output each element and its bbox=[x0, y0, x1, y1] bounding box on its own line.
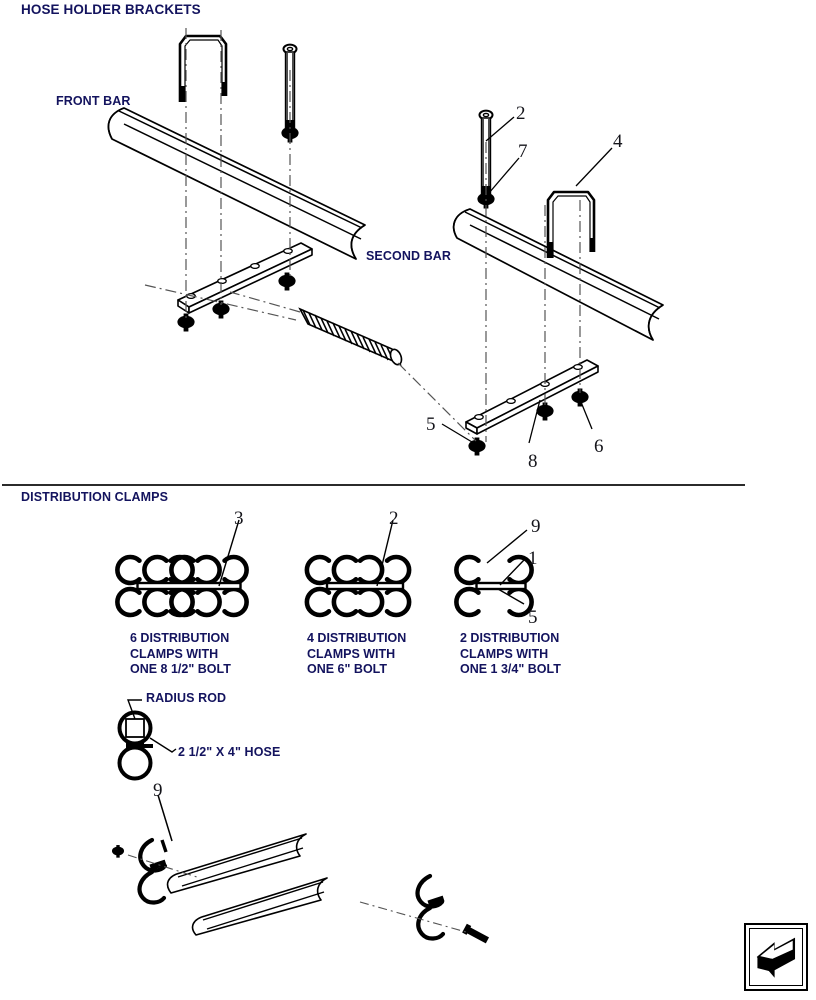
group-4-caption bbox=[307, 631, 406, 678]
group-6-caption-line-1: 6 DISTRIBUTION bbox=[130, 631, 230, 645]
group-2-caption-line-1: 2 DISTRIBUTION bbox=[460, 631, 560, 645]
callout-4: 4 bbox=[613, 131, 623, 152]
label-hose-size: 2 1/2" X 4" HOSE bbox=[178, 745, 281, 759]
section-divider bbox=[2, 484, 745, 486]
callout-5: 5 bbox=[528, 607, 538, 628]
nut-second-a bbox=[468, 438, 485, 456]
callout-3: 3 bbox=[234, 508, 244, 529]
section-title-distribution-clamps: DISTRIBUTION CLAMPS bbox=[21, 490, 169, 504]
clamp-half bbox=[171, 557, 193, 583]
group-4-caption-line-2: CLAMPS WITH bbox=[307, 646, 396, 661]
clamp-half bbox=[198, 557, 220, 583]
label-second-bar: SECOND BAR bbox=[366, 249, 452, 263]
bolt-front bbox=[284, 45, 297, 137]
callout-5: 5 bbox=[426, 414, 436, 435]
clamp-half bbox=[456, 557, 478, 583]
group-2-caption-line-2: CLAMPS WITH bbox=[460, 646, 549, 661]
callout-2: 2 bbox=[516, 103, 526, 124]
hose-clamp-assembly bbox=[112, 795, 490, 945]
clamp-half bbox=[456, 589, 478, 615]
threaded-rod bbox=[300, 309, 404, 366]
callout-9: 9 bbox=[531, 516, 541, 537]
group-6-caption-line-3: ONE 8 1/2" BOLT bbox=[130, 662, 231, 676]
group-2-caption bbox=[460, 631, 561, 678]
radius-rod-detail bbox=[120, 700, 177, 779]
group-6 bbox=[117, 557, 246, 615]
u-bolt-second bbox=[548, 192, 594, 258]
u-bolt-front bbox=[180, 36, 226, 102]
3d-arrow-glyph bbox=[750, 929, 802, 985]
clamp-half bbox=[307, 557, 329, 583]
clamp-half bbox=[117, 557, 139, 583]
clamp-half bbox=[171, 589, 193, 615]
callout-6: 6 bbox=[594, 436, 604, 457]
callout-9: 9 bbox=[153, 780, 163, 801]
group-2-caption-line-3: ONE 1 3/4" BOLT bbox=[460, 662, 561, 676]
clamp-half bbox=[387, 589, 409, 615]
clamp-through-bolt bbox=[138, 583, 241, 589]
clamp-half bbox=[360, 589, 382, 615]
group-6-caption bbox=[130, 631, 231, 678]
nut-front-c bbox=[278, 273, 295, 291]
clamp-half bbox=[144, 589, 166, 615]
clamp-half bbox=[225, 589, 247, 615]
clamp-through-bolt bbox=[327, 583, 403, 589]
clamp-half bbox=[334, 589, 356, 615]
clamp-groups bbox=[117, 557, 531, 615]
clamp-half bbox=[225, 557, 247, 583]
section-title-hose-holder-brackets: HOSE HOLDER BRACKETS bbox=[21, 2, 201, 17]
front-bar-tube bbox=[108, 108, 365, 259]
clamp-half bbox=[198, 589, 220, 615]
group-4-caption-line-3: ONE 6" BOLT bbox=[307, 662, 388, 676]
clamp-half bbox=[334, 557, 356, 583]
clamp-half bbox=[307, 589, 329, 615]
clamp-half bbox=[144, 557, 166, 583]
group-6-caption-line-2: CLAMPS WITH bbox=[130, 646, 219, 661]
clamp-half bbox=[387, 557, 409, 583]
label-radius-rod: RADIUS ROD bbox=[146, 691, 227, 705]
callout-7: 7 bbox=[518, 141, 528, 162]
group-4-caption-line-1: 4 DISTRIBUTION bbox=[307, 631, 407, 645]
second-bar-tube bbox=[454, 209, 663, 340]
callout-8: 8 bbox=[528, 451, 538, 472]
callout-2: 2 bbox=[389, 508, 399, 529]
group-2 bbox=[456, 557, 531, 615]
label-front-bar: FRONT BAR bbox=[56, 94, 131, 108]
group-4 bbox=[307, 557, 409, 615]
clamp-half bbox=[117, 589, 139, 615]
callout-1: 1 bbox=[528, 548, 538, 569]
3d-arrow-icon bbox=[744, 923, 808, 991]
